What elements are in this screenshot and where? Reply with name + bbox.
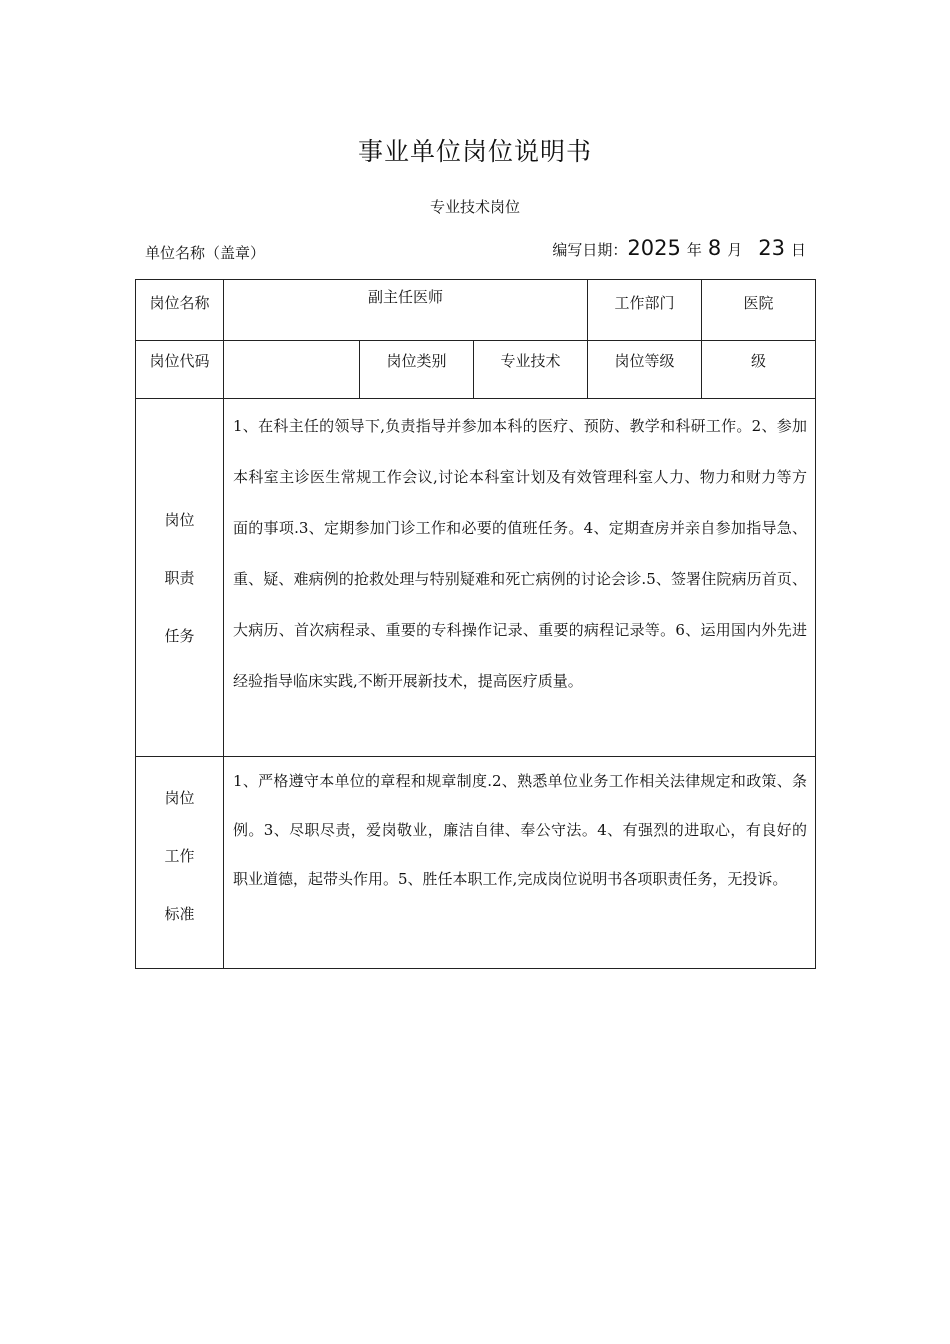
post-grade-value: 级: [702, 341, 816, 399]
post-grade-label: 岗位等级: [588, 341, 702, 399]
standards-label-line: 岗位: [164, 789, 195, 807]
post-name-label: 岗位名称: [136, 280, 224, 341]
post-code-label: 岗位代码: [136, 341, 224, 399]
post-code-value: [224, 341, 360, 399]
duties-label-line: 岗位: [164, 510, 195, 529]
date-year-unit: 年: [686, 241, 702, 259]
post-description-table: [135, 279, 816, 969]
document-title: 事业单位岗位说明书: [357, 137, 592, 166]
standards-label-line: 标准: [164, 905, 195, 923]
unit-name-label: 单位名称（盖章）: [145, 244, 266, 262]
duties-label: [136, 399, 224, 757]
post-name-value: 副主任医师: [224, 280, 588, 341]
duties-text: 1、在科主任的领导下,负责指导并参加本科的医疗、预防、教学和科研工作。2、参加本科室主诊医生常规工作会议,讨论本科室计划及有效管理科室人力、物力和财力等方面的事项.3、定期参加门诊工作和必要的值班任务。4、定期查房并亲自参加指导急、重、疑、难病例的抢救处理与特别疑难和死亡病例的讨论会诊.5、签署住院病历首页、大病历、首次病程录、重要的专科操作记录、重要的病程记录等。6、运用国内外先进经验指导临床实践,不断开展新技术，提高医疗质量。: [224, 399, 816, 757]
document-subtitle: 专业技术岗位: [429, 198, 520, 216]
post-category-label: 岗位类别: [360, 341, 474, 399]
standards-text: 1、严格遵守本单位的章程和规章制度.2、熟悉单位业务工作相关法律规定和政策、条例。3、尽职尽责，爱岗敬业，廉洁自律、奉公守法。4、有强烈的进取心，有良好的职业道德，起带头作用。5、胜任本职工作,完成岗位说明书各项职责任务，无投诉。: [224, 757, 816, 969]
standards-label: [136, 757, 224, 969]
department-label: 工作部门: [588, 280, 702, 341]
date-label: 编写日期：: [552, 241, 628, 259]
standards-label-line: 工作: [164, 847, 195, 865]
duties-label-line: 任务: [164, 626, 195, 645]
post-category-value: 专业技术: [474, 341, 588, 399]
date-month-unit: 月: [727, 241, 743, 259]
department-value: 医院: [702, 280, 816, 341]
duties-label-line: 职责: [164, 568, 195, 587]
date-day-unit: 日: [790, 241, 806, 259]
date-day: 23: [758, 236, 785, 260]
date-year: 2025: [627, 236, 681, 260]
compile-date: [552, 236, 806, 260]
date-month: 8: [707, 236, 722, 260]
